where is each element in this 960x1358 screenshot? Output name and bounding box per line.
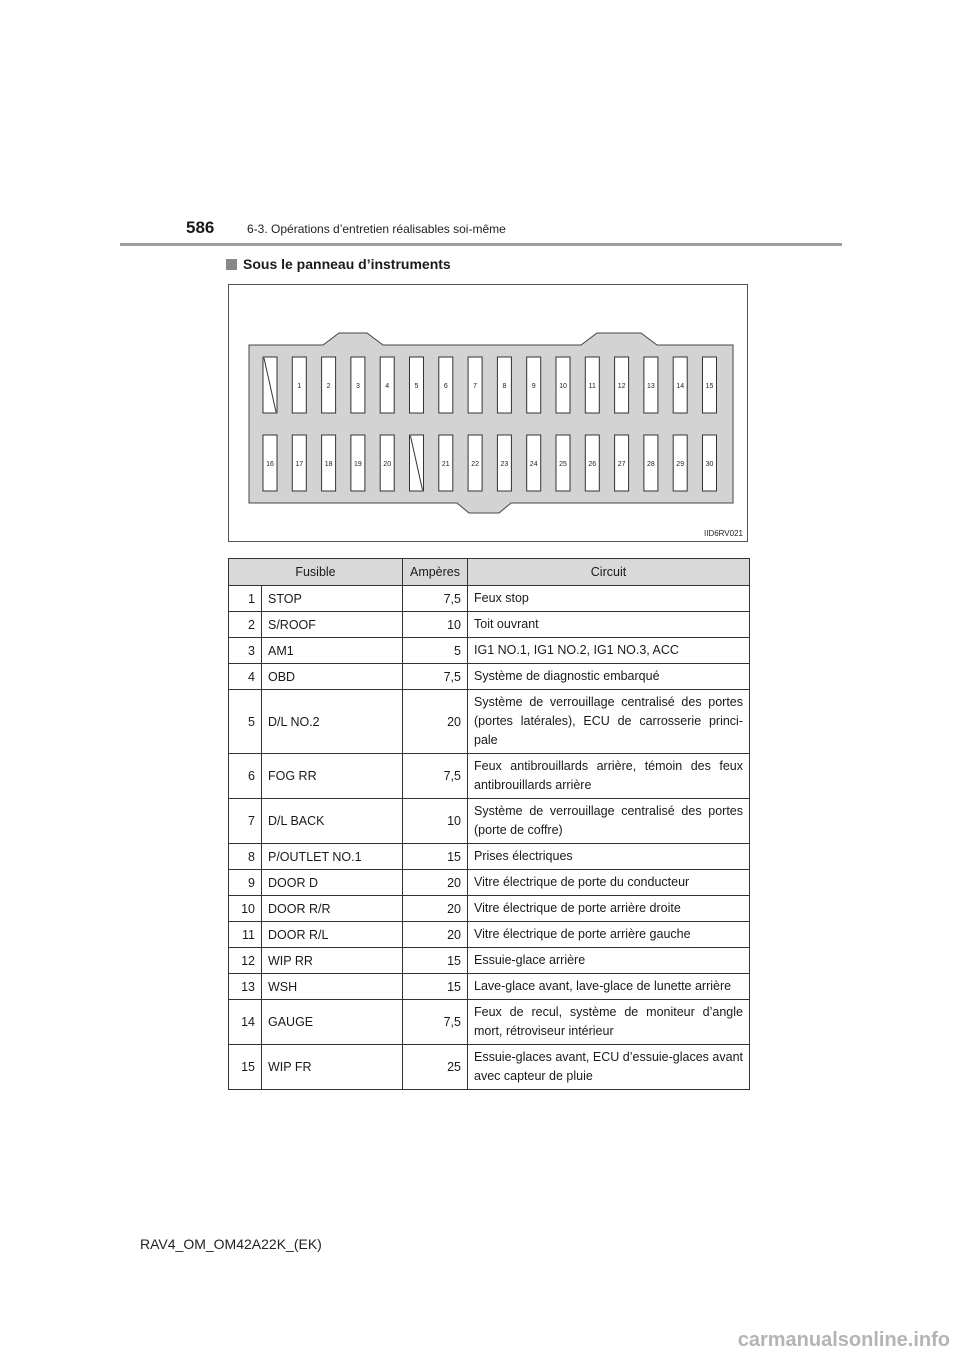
amperes-cell: 7,5 <box>403 1000 468 1045</box>
fuse-number-cell: 12 <box>229 948 262 974</box>
fuse-label: 22 <box>471 461 479 468</box>
fuse-number-cell: 10 <box>229 896 262 922</box>
figure-code: IID6RV021 <box>704 529 743 538</box>
fuse-number-cell: 8 <box>229 844 262 870</box>
fuse-number-cell: 9 <box>229 870 262 896</box>
fuse-number-cell: 1 <box>229 586 262 612</box>
amperes-cell: 20 <box>403 870 468 896</box>
fuse-label: 15 <box>705 383 714 390</box>
circuit-cell: Toit ouvrant <box>468 612 750 638</box>
circuit-cell: Feux de recul, système de moniteur d’angle mort, rétroviseur intérieur <box>468 1000 750 1045</box>
fuse-name-cell: DOOR D <box>262 870 403 896</box>
fuse-name-cell: P/OUTLET NO.1 <box>262 844 403 870</box>
table-row <box>229 799 750 844</box>
fuse-label: 10 <box>559 383 567 390</box>
fuse-name-cell: AM1 <box>262 638 403 664</box>
amperes-cell: 7,5 <box>403 754 468 799</box>
amperes-cell: 5 <box>403 638 468 664</box>
col-header-circuit: Circuit <box>468 559 750 586</box>
amperes-cell: 15 <box>403 948 468 974</box>
fuse-label: 18 <box>324 461 333 468</box>
table-row <box>229 754 750 799</box>
fuse-label: 20 <box>383 461 392 468</box>
fuse-box-figure <box>228 284 748 542</box>
fuse-label: 23 <box>500 461 509 468</box>
fuse-label: 24 <box>529 461 538 468</box>
table-row <box>229 948 750 974</box>
amperes-cell: 15 <box>403 844 468 870</box>
fuse-number-cell: 13 <box>229 974 262 1000</box>
table-row <box>229 612 750 638</box>
table-row <box>229 664 750 690</box>
circuit-cell: Essuie-glaces avant, ECU d’essuie-glaces avant avec capteur de pluie <box>468 1045 750 1090</box>
circuit-cell: Essuie-glace arrière <box>468 948 750 974</box>
fuse-label: 9 <box>531 383 536 390</box>
fuse-name-cell: S/ROOF <box>262 612 403 638</box>
fuse-label: 13 <box>647 383 655 390</box>
circuit-cell: Lave-glace avant, lave-glace de lunette arrière <box>468 974 750 1000</box>
fuse-number-cell: 15 <box>229 1045 262 1090</box>
table-row <box>229 1045 750 1090</box>
fuse-name-cell: GAUGE <box>262 1000 403 1045</box>
fuse-number-cell: 2 <box>229 612 262 638</box>
table-row <box>229 844 750 870</box>
fuse-label: 21 <box>441 461 450 468</box>
table-row <box>229 974 750 1000</box>
circuit-cell: Prises électriques <box>468 844 750 870</box>
table-row <box>229 586 750 612</box>
fuse-number-cell: 3 <box>229 638 262 664</box>
amperes-cell: 10 <box>403 799 468 844</box>
table-row <box>229 896 750 922</box>
amperes-cell: 15 <box>403 974 468 1000</box>
amperes-cell: 7,5 <box>403 664 468 690</box>
col-header-fuse: Fusible <box>229 559 403 586</box>
circuit-cell: Système de verrouillage centralisé des portes (portes latérales), ECU de carrosserie princi-pale <box>468 690 750 754</box>
page-number: 586 <box>186 218 215 237</box>
circuit-cell: Vitre électrique de porte arrière droite <box>468 896 750 922</box>
amperes-cell: 20 <box>403 922 468 948</box>
circuit-cell: Feux antibrouillards arrière, témoin des feux antibrouillards arrière <box>468 754 750 799</box>
fuse-name-cell: D/L NO.2 <box>262 690 403 754</box>
fuse-label: 4 <box>385 383 390 390</box>
document-code: RAV4_OM_OM42A22K_(EK) <box>140 1236 322 1252</box>
amperes-cell: 20 <box>403 896 468 922</box>
fuse-name-cell: STOP <box>262 586 403 612</box>
table-header-row <box>229 559 750 586</box>
fuse-label: 3 <box>355 383 360 390</box>
section-title: 6-3. Opérations d’entretien réalisables soi-même <box>247 222 506 236</box>
fuse-name-cell: FOG RR <box>262 754 403 799</box>
circuit-cell: Vitre électrique de porte arrière gauche <box>468 922 750 948</box>
amperes-cell: 7,5 <box>403 586 468 612</box>
fuse-label: 12 <box>617 383 626 390</box>
fuse-label: 29 <box>676 461 685 468</box>
fuse-name-cell: DOOR R/R <box>262 896 403 922</box>
fuse-label: 14 <box>676 383 685 390</box>
circuit-cell: Feux stop <box>468 586 750 612</box>
table-row <box>229 1000 750 1045</box>
fuse-label: 26 <box>588 461 597 468</box>
fuse-name-cell: D/L BACK <box>262 799 403 844</box>
circuit-cell: Vitre électrique de porte du conducteur <box>468 870 750 896</box>
watermark: carmanualsonline.info <box>737 1329 950 1351</box>
fuse-name-cell: DOOR R/L <box>262 922 403 948</box>
fuse-name-cell: WIP RR <box>262 948 403 974</box>
fuse-label: 1 <box>297 383 302 390</box>
fuse-label: 11 <box>588 383 596 390</box>
fuse-number-cell: 6 <box>229 754 262 799</box>
fuse-number-cell: 7 <box>229 799 262 844</box>
header-rule <box>120 243 842 246</box>
fuse-label: 30 <box>705 461 714 468</box>
fuse-label: 27 <box>617 461 626 468</box>
fuse-number-cell: 11 <box>229 922 262 948</box>
fuse-box-diagram <box>229 285 747 541</box>
fuse-number-cell: 4 <box>229 664 262 690</box>
table-row <box>229 870 750 896</box>
fuse-name-cell: WIP FR <box>262 1045 403 1090</box>
circuit-cell: IG1 NO.1, IG1 NO.2, IG1 NO.3, ACC <box>468 638 750 664</box>
fuse-name-cell: WSH <box>262 974 403 1000</box>
heading-text: Sous le panneau d’instruments <box>243 256 451 272</box>
fuse-label: 5 <box>414 383 419 390</box>
fuse-table <box>228 558 750 1090</box>
fuse-label: 16 <box>266 461 274 468</box>
col-header-amperes: Ampères <box>403 559 468 586</box>
fuse-label: 17 <box>295 461 304 468</box>
subsection-heading <box>226 256 451 272</box>
fuse-label: 8 <box>502 383 507 390</box>
circuit-cell: Système de diagnostic embarqué <box>468 664 750 690</box>
table-row <box>229 922 750 948</box>
square-bullet-icon <box>226 259 237 270</box>
amperes-cell: 10 <box>403 612 468 638</box>
amperes-cell: 20 <box>403 690 468 754</box>
fuse-name-cell: OBD <box>262 664 403 690</box>
fuse-label: 19 <box>354 461 362 468</box>
fuse-label: 25 <box>559 461 567 468</box>
fuse-label: 2 <box>326 383 331 390</box>
fuse-label: 28 <box>647 461 655 468</box>
fuse-number-cell: 14 <box>229 1000 262 1045</box>
fuse-label: 6 <box>443 383 448 390</box>
fuse-label: 7 <box>473 383 478 390</box>
circuit-cell: Système de verrouillage centralisé des portes (porte de coffre) <box>468 799 750 844</box>
fuse-number-cell: 5 <box>229 690 262 754</box>
table-row <box>229 638 750 664</box>
table-row <box>229 690 750 754</box>
amperes-cell: 25 <box>403 1045 468 1090</box>
